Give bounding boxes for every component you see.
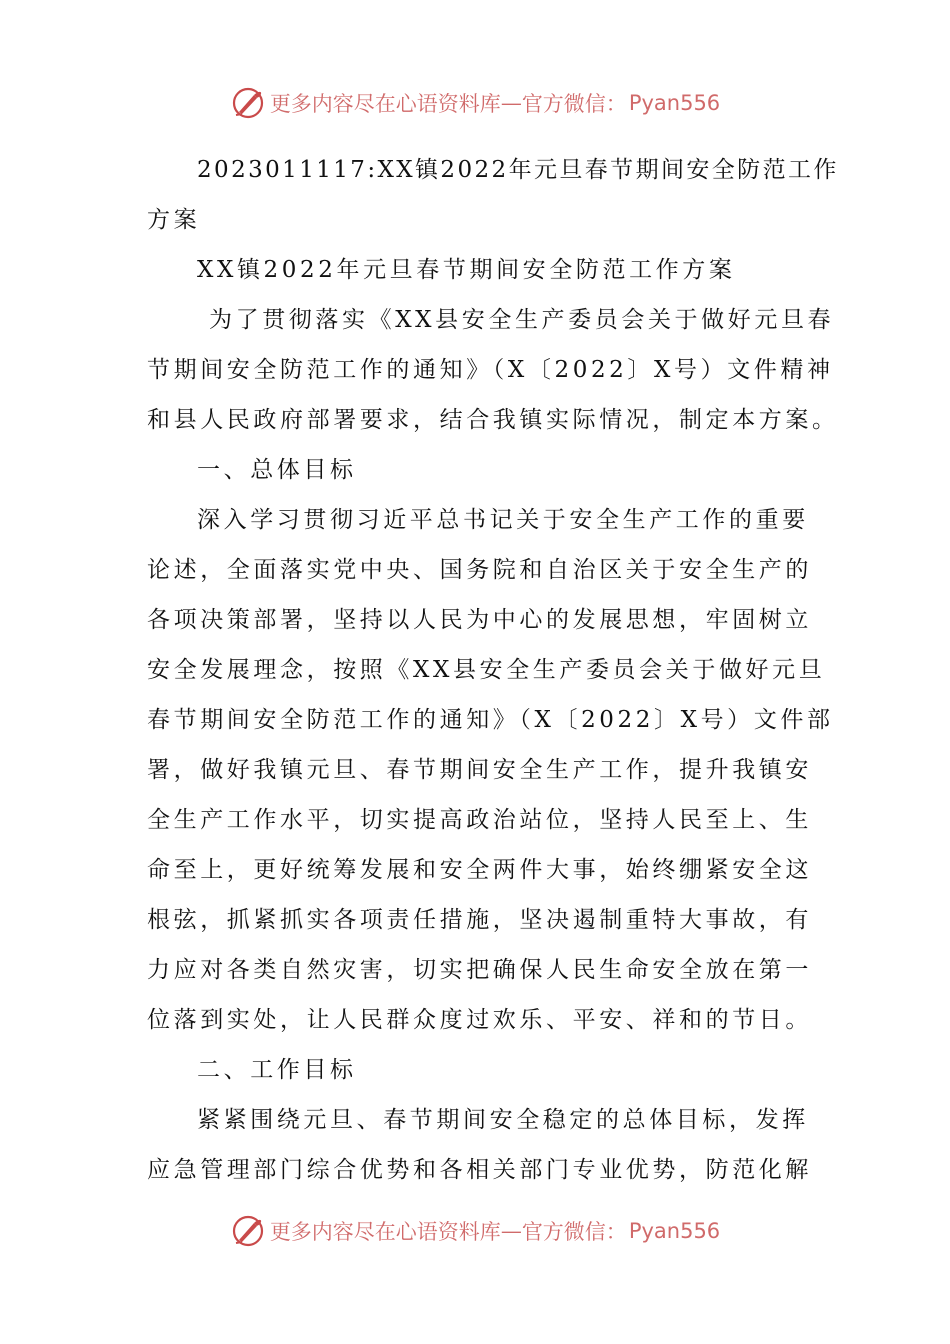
paragraph-line: 为了贯彻落实《XX县安全生产委员会关于做好元旦春 xyxy=(209,307,835,333)
paragraph-line: 力应对各类自然灾害，切实把确保人民生命安全放在第一 xyxy=(147,957,812,983)
document-title-line-2: 方案 xyxy=(147,207,201,233)
watermark-wechat-id: Pyan556 xyxy=(628,1219,721,1243)
paragraph-line: 紧紧围绕元旦、春节期间安全稳定的总体目标，发挥 xyxy=(197,1107,809,1133)
paragraph-line: 署，做好我镇元旦、春节期间安全生产工作，提升我镇安 xyxy=(147,757,812,783)
paragraph-line: 论述，全面落实党中央、国务院和自治区关于安全生产的 xyxy=(147,557,812,583)
section-heading-2: 二、工作目标 xyxy=(197,1057,357,1083)
watermark-dash: — xyxy=(500,91,522,115)
paragraph-line: 安全发展理念，按照《XX县安全生产委员会关于做好元旦 xyxy=(147,657,826,683)
paragraph-line: 根弦，抓紧抓实各项责任措施，坚决遏制重特大事故，有 xyxy=(147,907,812,933)
watermark-dash: — xyxy=(500,1219,522,1243)
watermark-brand-text: 更多内容尽在心语资料库 xyxy=(269,1220,501,1244)
watermark-wechat-id: Pyan556 xyxy=(628,91,721,115)
document-body xyxy=(147,145,839,1195)
paragraph-line: 各项决策部署，坚持以人民为中心的发展思想，牢固树立 xyxy=(147,607,812,633)
paragraph-line: 位落到实处，让人民群众度过欢乐、平安、祥和的节日。 xyxy=(147,1007,812,1033)
watermark-wechat-label: 官方微信： xyxy=(521,92,627,116)
watermark-banner-top xyxy=(0,80,950,126)
quill-pen-logo-icon xyxy=(230,1213,266,1249)
watermark-banner-bottom xyxy=(0,1208,950,1254)
paragraph-line: 应急管理部门综合优势和各相关部门专业优势，防范化解 xyxy=(147,1157,812,1183)
paragraph-line: 全生产工作水平，切实提高政治站位，坚持人民至上、生 xyxy=(147,807,812,833)
section-heading-1: 一、总体目标 xyxy=(197,457,357,483)
paragraph-line: 命至上，更好统筹发展和安全两件大事，始终绷紧安全这 xyxy=(147,857,812,883)
paragraph-line: 春节期间安全防范工作的通知》（X〔2022〕X号）文件部 xyxy=(147,707,834,733)
document-subtitle: XX镇2022年元旦春节期间安全防范工作方案 xyxy=(197,257,736,283)
quill-pen-logo-icon xyxy=(230,85,266,121)
paragraph-line: 节期间安全防范工作的通知》（X〔2022〕X号）文件精神 xyxy=(147,357,834,383)
document-title-line-1: 2023011117:XX镇2022年元旦春节期间安全防范工作 xyxy=(197,157,839,183)
paragraph-line: 深入学习贯彻习近平总书记关于安全生产工作的重要 xyxy=(197,507,809,533)
watermark-wechat-label: 官方微信： xyxy=(521,1220,627,1244)
paragraph-line: 和县人民政府部署要求，结合我镇实际情况，制定本方案。 xyxy=(147,407,839,433)
watermark-brand-text: 更多内容尽在心语资料库 xyxy=(269,92,501,116)
